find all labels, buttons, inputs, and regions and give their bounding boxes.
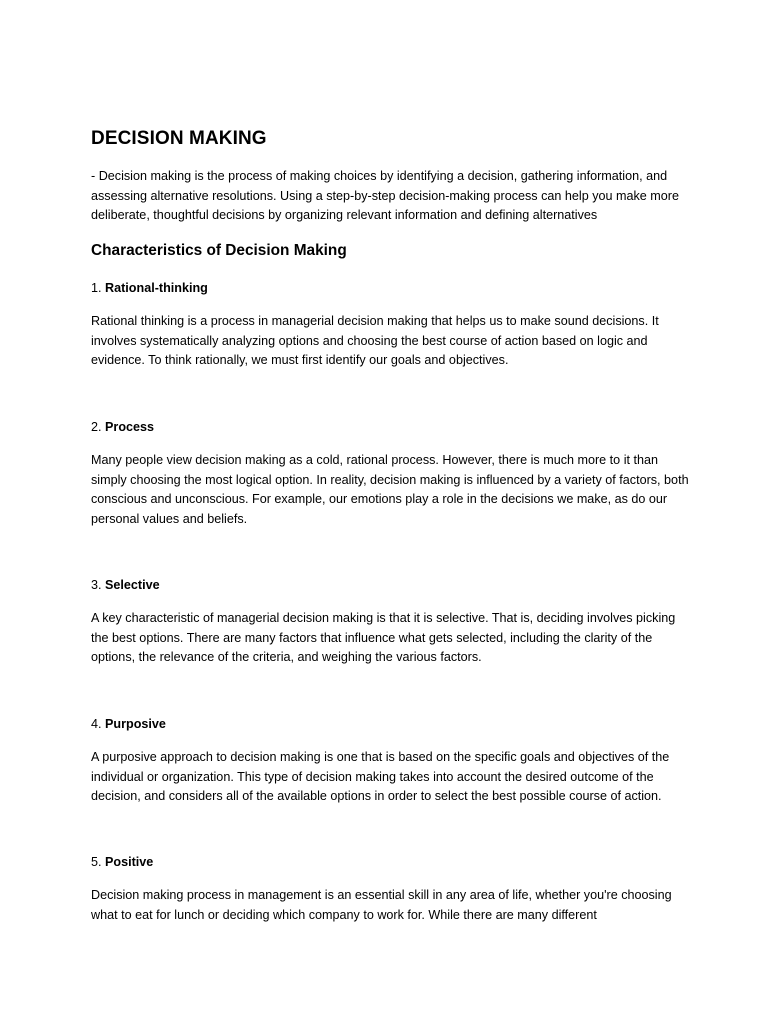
- item-heading-text: Positive: [105, 855, 154, 869]
- item-number: 3.: [91, 578, 102, 592]
- item-heading-rational-thinking: [91, 279, 208, 298]
- intro-paragraph: - Decision making is the process of making choices by identifying a decision, gathering information, and assessing alternative resolutions. Using a step-by-step decision-making process can help you make more deliberate, thoughtful decisions by organizing relevant information and defining alternatives: [91, 169, 679, 223]
- section-title: Characteristics of Decision Making: [91, 242, 347, 259]
- item-body-process: Many people view decision making as a cold, rational process. However, there is much more to it than simply choosing the most logical option. In reality, decision making is influenced by a variety of factors, both conscious and unconscious. For example, our emotions play a role in the decisions we make, as do our personal values and beliefs.: [91, 453, 689, 526]
- item-body-purposive: A purposive approach to decision making is one that is based on the specific goals and objectives of the individual or organization. This type of decision making takes into account the desired outcome of the decision, and considers all of the available options in order to select the best possible course of action.: [91, 750, 670, 804]
- item-body-rational-thinking: Rational thinking is a process in managerial decision making that helps us to make sound decisions. It involves systematically analyzing options and choosing the best course of action based on logic and evidence. To think rationally, we must first identify our goals and objectives.: [91, 314, 659, 368]
- item-number: 2.: [91, 420, 102, 434]
- item-number: 5.: [91, 855, 102, 869]
- document-title: DECISION MAKING: [91, 128, 267, 149]
- item-heading-text: Rational-thinking: [105, 281, 208, 295]
- item-heading-process: [91, 418, 154, 437]
- item-number: 1.: [91, 281, 102, 295]
- item-heading-text: Selective: [105, 578, 160, 592]
- item-heading-text: Process: [105, 420, 155, 434]
- item-heading-selective: [91, 576, 160, 595]
- item-heading-purposive: [91, 715, 166, 734]
- item-number: 4.: [91, 717, 102, 731]
- item-body-positive: Decision making process in management is an essential skill in any area of life, whether you're choosing what to eat for lunch or deciding which company to work for. While there are many different: [91, 888, 672, 922]
- item-heading-positive: [91, 853, 153, 872]
- item-body-selective: A key characteristic of managerial decision making is that it is selective. That is, deciding involves picking the best options. There are many factors that influence what gets selected, including the clarity of the options, the relevance of the criteria, and weighing the various factors.: [91, 611, 676, 665]
- item-heading-text: Purposive: [105, 717, 166, 731]
